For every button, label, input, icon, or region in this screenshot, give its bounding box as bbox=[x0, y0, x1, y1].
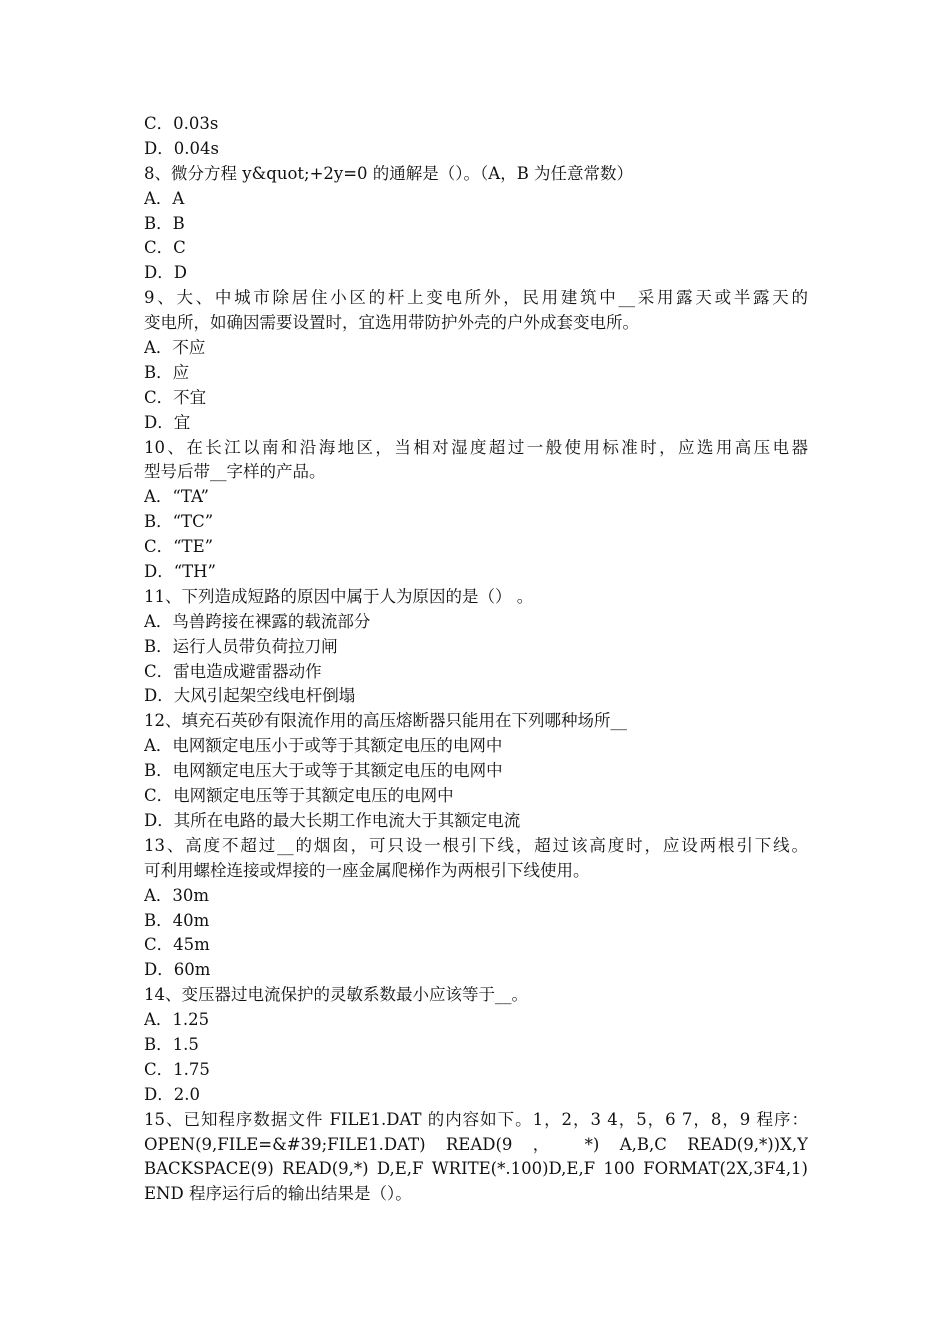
text-line: A．电网额定电压小于或等于其额定电压的电网中 bbox=[144, 736, 503, 756]
text-line: D．60m bbox=[144, 960, 211, 980]
text-line: B．1.5 bbox=[144, 1034, 199, 1054]
question-11: 11、下列造成短路的原因中属于人为原因的是（） 。 bbox=[144, 586, 534, 606]
text-line: C．“TE” bbox=[144, 537, 214, 557]
question-12: 12、填充石英砂有限流作用的高压熔断器只能用在下列哪种场所__ bbox=[144, 711, 627, 731]
text-line: A．不应 bbox=[144, 338, 206, 358]
text-line: D．D bbox=[144, 263, 187, 283]
text-line: A．鸟兽跨接在裸露的载流部分 bbox=[144, 611, 371, 631]
code-line: BACKSPACE(9) READ(9,*) D,E,F WRITE(*.100)D,E,F 100 FORMAT(2X,3F4,1) bbox=[144, 1159, 808, 1179]
text-line: 型号后带__字样的产品。 bbox=[144, 462, 326, 482]
text-line: D．2.0 bbox=[144, 1084, 200, 1104]
text-line: C．45m bbox=[144, 935, 210, 955]
text-line: C．不宜 bbox=[144, 387, 207, 407]
text-line: A．30m bbox=[144, 885, 210, 905]
text-line: C．电网额定电压等于其额定电压的电网中 bbox=[144, 786, 454, 806]
text-line: B．电网额定电压大于或等于其额定电压的电网中 bbox=[144, 761, 503, 781]
text-line: END 程序运行后的输出结果是（）。 bbox=[144, 1184, 412, 1204]
text-line: B．“TC” bbox=[144, 512, 214, 532]
text-line: A．“TA” bbox=[144, 487, 209, 507]
question-8: 8、微分方程 y&quot;+2y=0 的通解是（）。（A，B 为任意常数） bbox=[144, 163, 634, 183]
text-line: B．40m bbox=[144, 910, 210, 930]
text-line: 可利用螺栓连接或焊接的一座金属爬梯作为两根引下线使用。 bbox=[144, 860, 590, 880]
question-15: 15、已知程序数据文件 FILE1.DAT 的内容如下。1，2，3 4，5，6 7，8，9 程序： bbox=[144, 1109, 808, 1129]
text-line: C．0.03s bbox=[144, 114, 219, 133]
text-line: B．B bbox=[144, 213, 185, 233]
text-line: C．1.75 bbox=[144, 1059, 210, 1079]
text-line: A．A bbox=[144, 188, 185, 208]
text-line: C．雷电造成避雷器动作 bbox=[144, 661, 322, 681]
text-line: D．大风引起架空线电杆倒塌 bbox=[144, 686, 356, 706]
text-line: A．1.25 bbox=[144, 1010, 210, 1030]
code-line: OPEN(9,FILE=&#39;FILE1.DAT) READ(9 ， *) A,B,C READ(9,*))X,Y bbox=[144, 1134, 808, 1154]
text-line: B．应 bbox=[144, 362, 190, 382]
text-line: C．C bbox=[144, 238, 186, 258]
question-9: 9、大、中城市除居住小区的杆上变电所外，民用建筑中__采用露天或半露天的 bbox=[144, 288, 808, 308]
question-13: 13、高度不超过__的烟囱，可只设一根引下线，超过该高度时，应设两根引下线。 bbox=[144, 835, 808, 855]
text-line: D．0.04s bbox=[144, 138, 219, 158]
text-line: B．运行人员带负荷拉刀闸 bbox=[144, 636, 338, 656]
question-14: 14、变压器过电流保护的灵敏系数最小应该等于__。 bbox=[144, 985, 528, 1005]
text-line: D．宜 bbox=[144, 412, 191, 432]
text-line: D．“TH” bbox=[144, 562, 216, 582]
text-line: D．其所在电路的最大长期工作电流大于其额定电流 bbox=[144, 810, 521, 830]
document-page bbox=[144, 112, 808, 1207]
text-line: 变电所，如确因需要设置时，宜选用带防护外壳的户外成套变电所。 bbox=[144, 313, 639, 333]
question-10: 10、在长江以南和沿海地区，当相对湿度超过一般使用标准时，应选用高压电器 bbox=[144, 437, 808, 457]
